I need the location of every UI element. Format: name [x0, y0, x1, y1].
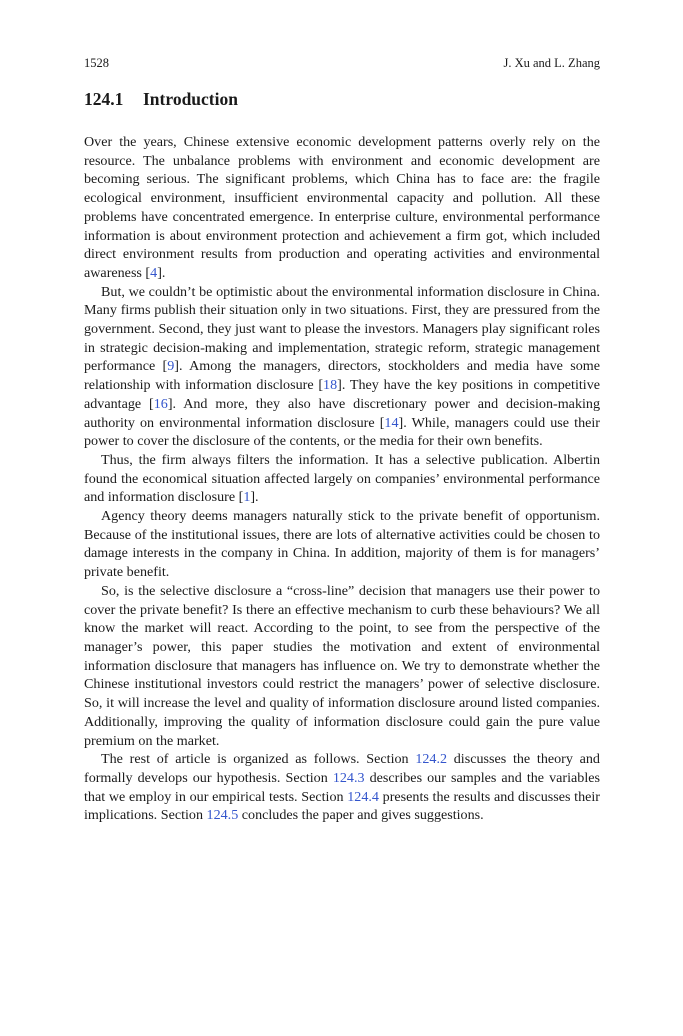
paragraph [84, 283, 600, 451]
paragraph [84, 582, 600, 750]
section-title: Introduction [143, 89, 238, 109]
section-number: 124.1 [84, 89, 124, 109]
paragraph [84, 750, 600, 825]
paragraph-text: ]. And more, they also have discretionary power and decision-making authority on environmental information disclosure [ [84, 395, 600, 431]
paragraph-text: ]. [250, 489, 259, 506]
reference-link[interactable]: 124.4 [347, 788, 379, 805]
section-heading [84, 88, 238, 110]
running-header-authors: J. Xu and L. Zhang [503, 56, 600, 70]
paragraph-text: Thus, the firm always filters the information. It has a selective publication. Albertin found the economical situation affected largely on companies’ environmental performance and information disclosure [ [84, 451, 600, 506]
paragraph-text: But, we couldn’t be optimistic about the environmental information disclosure in China. Many firms publish their situation only in two situations. First, they are pressured from the government. Second, they just want to please the investors. Managers play significant roles in strategic decision-making and implementation, strategic reform, strategic management performance [ [84, 283, 600, 375]
reference-link[interactable]: 14 [384, 414, 399, 431]
paragraph-text: concludes the paper and gives suggestions. [238, 807, 484, 824]
paragraph-text: presents the results and discusses their implications. Section [84, 788, 600, 824]
paragraph-text: Agency theory deems managers naturally stick to the private benefit of opportunism. Because of the institutional issues, there are lots of alternative activities could be chosen to damage interests in the company in China. In addition, majority of them is for managers’ private benefit. [84, 508, 600, 581]
paragraph [84, 507, 600, 582]
reference-link[interactable]: 4 [150, 264, 158, 281]
paragraph-text: ]. Among the managers, directors, stockholders and media have some relationship with information disclosure [ [84, 358, 601, 394]
reference-link[interactable]: 1 [243, 489, 251, 506]
reference-link[interactable]: 16 [153, 395, 168, 412]
paragraph-text: The rest of article is organized as follows. Section [101, 751, 416, 768]
paragraph-text: Over the years, Chinese extensive economic development patterns overly rely on the resource. The unbalance problems with environment and economic development are becoming serious. The significant problems, which China has to face are: the fragile ecological environment, insufficient environmental capacity and pollution. All these problems have concentrated emergence. In enterprise culture, environmental performance information is about environment protection and achievement a firm got, which included direct environment results from production and operating activities and environmental awareness [ [84, 134, 600, 281]
reference-link[interactable]: 9 [167, 358, 175, 375]
reference-link[interactable]: 124.2 [415, 751, 448, 768]
paragraph-text: So, is the selective disclosure a “cross-line” decision that managers use their power to cover the private benefit? Is there an effective mechanism to curb these behaviours? We all know the market will react. According to the point, to see from the perspective of the manager’s power, this paper studies the motivation and extent of environmental information disclosure that managers has influence on. We try to demonstrate whether the Chinese institutional investors could restrict the managers’ power of selective disclosure. So, it will increase the level and quality of information disclosure around listed companies. Additionally, improving the quality of information disclosure could gain the pure value premium on the market. [84, 582, 600, 749]
paragraph-text: ]. While, managers could use their power to cover the disclosure of the contents, or the media for their own benefits. [84, 414, 600, 450]
body-text [84, 133, 600, 825]
paragraph-text: ]. [157, 264, 166, 281]
paragraph [84, 451, 600, 507]
running-header [84, 55, 600, 71]
paragraph [84, 133, 600, 283]
paragraph-text: ]. They have the key positions in competitive advantage [ [84, 377, 600, 412]
reference-link[interactable]: 124.3 [332, 769, 365, 786]
reference-link[interactable]: 124.5 [206, 807, 239, 824]
reference-link[interactable]: 18 [323, 377, 338, 394]
page-number: 1528 [84, 56, 109, 70]
paragraph-text: discusses the theory and formally develops our hypothesis. Section [84, 751, 600, 786]
paragraph-text: describes our samples and the variables that we employ in our empirical tests. Section [84, 769, 600, 805]
